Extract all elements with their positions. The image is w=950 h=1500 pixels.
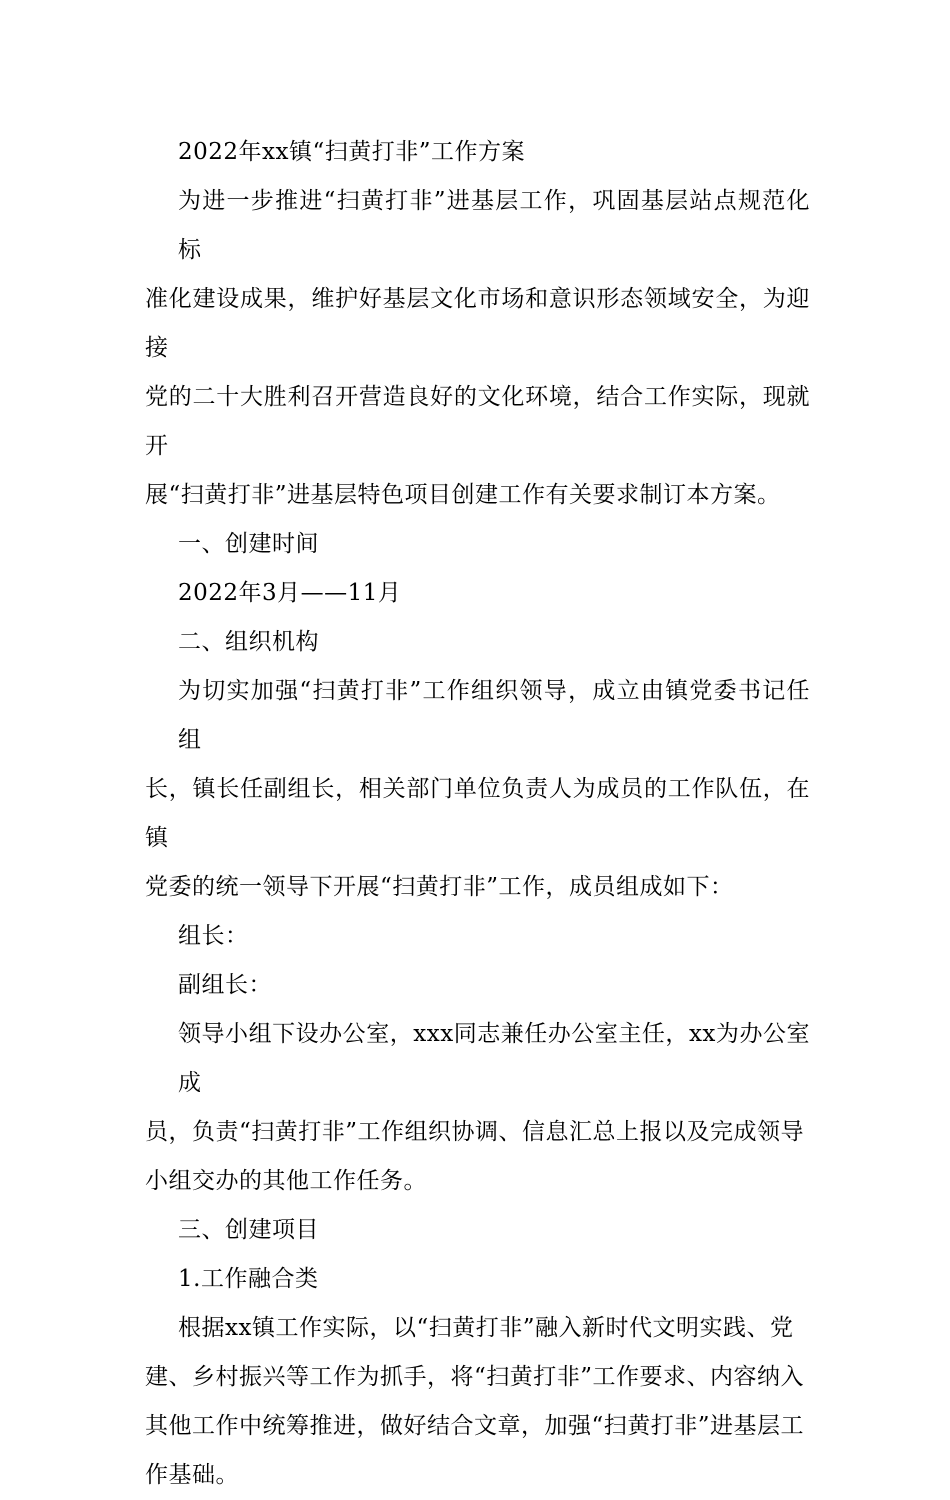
deputy-leader-label-text: 副组长：	[178, 972, 272, 998]
paragraph-line: 小组交办的其他工作任务。	[145, 1168, 427, 1194]
section2-heading	[145, 618, 810, 667]
document-body	[145, 128, 810, 1500]
paragraph-line: 员，负责“扫黄打非”工作组织协调、信息汇总上报以及完成领导	[145, 1119, 805, 1145]
paragraph-line: 长，镇长任副组长，相关部门单位负责人为成员的工作队伍，在镇	[145, 776, 810, 851]
subsection1-paragraph	[145, 1304, 810, 1500]
paragraph-line: 建、乡村振兴等工作为抓手，将“扫黄打非”工作要求、内容纳入	[145, 1364, 805, 1390]
section2-paragraph	[145, 667, 810, 912]
document-title	[145, 128, 810, 177]
paragraph-line: 展“扫黄打非”进基层特色项目创建工作有关要求制订本方案。	[145, 482, 781, 508]
paragraph-line: 领导小组下设办公室，xxx同志兼任办公室主任，xx为办公室成	[178, 1021, 810, 1096]
paragraph-line: 作基础。	[145, 1462, 239, 1488]
paragraph-line: 为进一步推进“扫黄打非”进基层工作，巩固基层站点规范化标	[178, 188, 810, 263]
section1-heading	[145, 520, 810, 569]
paragraph-line: 其他工作中统筹推进，做好结合文章，加强“扫黄打非”进基层工	[145, 1413, 805, 1439]
deputy-leader-label	[145, 961, 810, 1010]
intro-paragraph	[145, 177, 810, 520]
paragraph-line: 准化建设成果，维护好基层文化市场和意识形态领域安全，为迎接	[145, 286, 810, 361]
paragraph-line: 根据xx镇工作实际，以“扫黄打非”融入新时代文明实践、党	[178, 1315, 794, 1341]
office-paragraph	[145, 1010, 810, 1206]
section3-heading	[145, 1206, 810, 1255]
leader-label-text: 组长：	[178, 923, 249, 949]
section-heading-text: 二、组织机构	[178, 629, 319, 655]
paragraph-line: 党的二十大胜利召开营造良好的文化环境，结合工作实际，现就开	[145, 384, 810, 459]
subsection-heading-text: 1.工作融合类	[178, 1266, 319, 1292]
section-body-text: 2022年3月——11月	[178, 580, 402, 606]
paragraph-line: 党委的统一领导下开展“扫黄打非”工作，成员组成如下：	[145, 874, 734, 900]
document-title-text: 2022年xx镇“扫黄打非”工作方案	[178, 139, 525, 165]
paragraph-line: 为切实加强“扫黄打非”工作组织领导，成立由镇党委书记任组	[178, 678, 810, 753]
section-heading-text: 一、创建时间	[178, 531, 319, 557]
section-heading-text: 三、创建项目	[178, 1217, 319, 1243]
leader-label	[145, 912, 810, 961]
section1-text	[145, 569, 810, 618]
subsection1-heading	[145, 1255, 810, 1304]
